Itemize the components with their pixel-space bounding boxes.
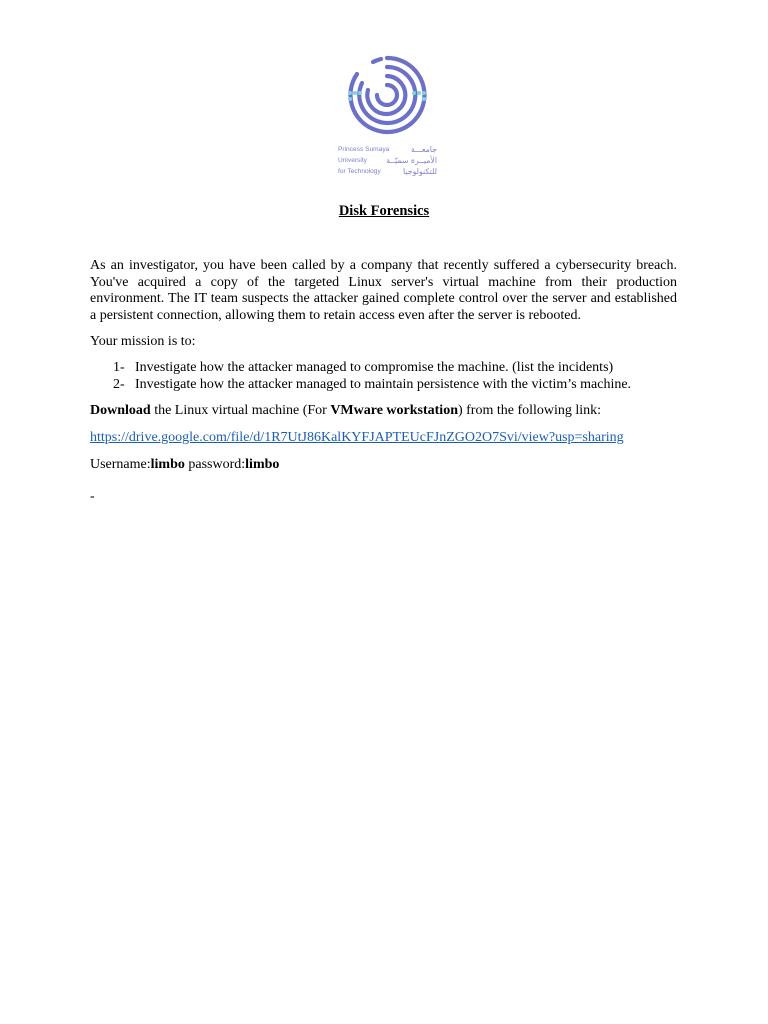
- username-value: limbo: [150, 457, 185, 472]
- download-bold: Download: [90, 403, 151, 418]
- vmware-bold: VMware workstation: [330, 403, 458, 418]
- step-number: 1-: [113, 360, 125, 375]
- university-name-en: Princess Sumaya University for Technology: [338, 146, 390, 175]
- password-value: limbo: [245, 457, 280, 472]
- trailing-dash: -: [90, 489, 95, 504]
- mission-steps: [113, 360, 631, 393]
- step-text: Investigate how the attacker managed to maintain persistence with the victim’s machine.: [135, 376, 632, 392]
- mission-step: [113, 360, 631, 377]
- download-link[interactable]: https://drive.google.com/file/d/1R7UtJ86KalKYFJAPTEUcFJnZGO2O7Svi/view?usp=sharing: [90, 430, 624, 445]
- university-emblem-icon: [337, 52, 437, 142]
- intro-paragraph: As an investigator, you have been called by a company that recently suffered a cybersecurity breach. You've acquired a copy of the targeted Linux server's virtual machine from their production environment. The IT team suspects the attacker gained complete control over the server and established a persistent connection, allowing them to retain access even after the server is rebooted.: [90, 258, 677, 323]
- mission-label: Your mission is to:: [90, 334, 196, 349]
- university-name: [337, 144, 437, 178]
- download-link-row: [90, 430, 624, 447]
- step-text: Investigate how the attacker managed to compromise the machine. (list the incidents): [135, 360, 614, 375]
- document-title: Disk Forensics: [338, 203, 430, 219]
- credentials: Username:limbo password:limbo: [90, 457, 280, 472]
- university-logo: [337, 52, 437, 178]
- mission-step: [113, 377, 631, 394]
- university-name-ar: جامعـــة الأميــرة سميّــة للتكنولوجيا: [386, 145, 437, 176]
- download-instruction: Download the Linux virtual machine (For VMware workstation) from the following link:: [90, 403, 602, 418]
- step-number: 2-: [113, 376, 125, 392]
